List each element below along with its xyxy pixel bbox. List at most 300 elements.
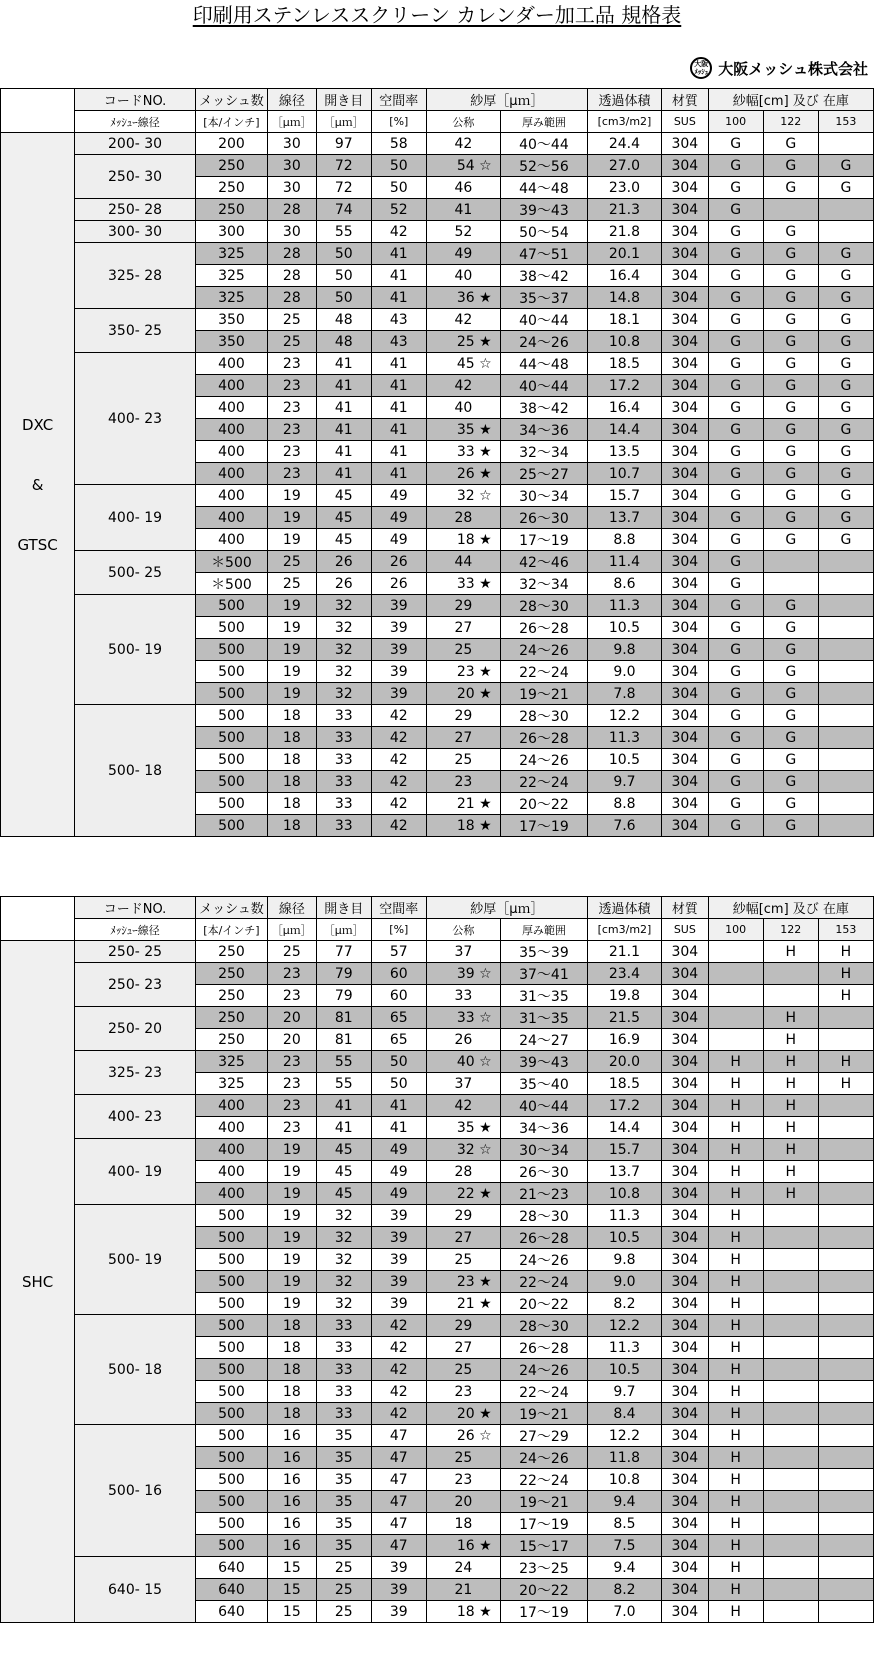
data-cell: G xyxy=(763,287,818,309)
data-cell: G xyxy=(818,529,873,551)
data-cell: 41 xyxy=(371,463,426,485)
data-cell: 42 xyxy=(371,705,426,727)
data-cell: G xyxy=(763,177,818,199)
data-cell: 41 xyxy=(316,397,371,419)
data-cell: 304 xyxy=(662,551,709,573)
data-cell xyxy=(708,1007,763,1029)
data-cell: 304 xyxy=(662,727,709,749)
data-cell: 42 xyxy=(371,749,426,771)
data-cell: 16.9 xyxy=(587,1029,661,1051)
data-cell: 25 ★ xyxy=(426,331,500,353)
data-cell: 39 xyxy=(371,683,426,705)
data-cell: 23 xyxy=(426,1469,500,1491)
data-cell xyxy=(818,815,873,837)
data-cell: 65 xyxy=(371,1007,426,1029)
subheader-8: SUS xyxy=(662,919,709,941)
data-cell: 33 xyxy=(316,1359,371,1381)
data-cell xyxy=(763,1535,818,1557)
data-cell: 28 xyxy=(267,287,316,309)
header-mesh-count: メッシュ数 xyxy=(195,89,267,111)
data-cell: 37～41 xyxy=(501,963,588,985)
data-cell: 28 xyxy=(426,507,500,529)
data-cell: 19 xyxy=(267,485,316,507)
data-cell: 25 xyxy=(426,749,500,771)
data-cell: 60 xyxy=(371,963,426,985)
data-cell xyxy=(818,1117,873,1139)
data-cell: 304 xyxy=(662,573,709,595)
data-cell: 304 xyxy=(662,815,709,837)
data-cell: 23.4 xyxy=(587,963,661,985)
data-cell: 250 xyxy=(195,963,267,985)
data-cell: 39 xyxy=(371,639,426,661)
data-cell: 16 xyxy=(267,1535,316,1557)
table-row xyxy=(1,353,874,375)
data-cell: 45 ☆ xyxy=(426,353,500,375)
data-cell: 45 xyxy=(316,1183,371,1205)
data-cell: 304 xyxy=(662,1139,709,1161)
data-cell: 47 xyxy=(371,1469,426,1491)
data-cell: 49 xyxy=(371,507,426,529)
data-cell: 23 xyxy=(267,441,316,463)
data-cell xyxy=(818,595,873,617)
subheader-9: 100 xyxy=(708,111,763,133)
data-cell: 42 xyxy=(371,771,426,793)
data-cell: G xyxy=(763,683,818,705)
data-cell: 45 xyxy=(316,529,371,551)
data-cell: 18 ★ xyxy=(426,1601,500,1623)
data-cell xyxy=(818,551,873,573)
data-cell: 40～44 xyxy=(501,375,588,397)
subheader-8: SUS xyxy=(662,111,709,133)
data-cell: 45 xyxy=(316,1139,371,1161)
data-cell: 304 xyxy=(662,1579,709,1601)
data-cell: 8.5 xyxy=(587,1513,661,1535)
data-cell: 23 xyxy=(267,463,316,485)
data-cell: G xyxy=(708,463,763,485)
data-cell: 26 xyxy=(316,573,371,595)
data-cell: 400 xyxy=(195,485,267,507)
data-cell: 500 xyxy=(195,1227,267,1249)
data-cell: 42 xyxy=(371,221,426,243)
data-cell: 304 xyxy=(662,199,709,221)
data-cell: 23 xyxy=(267,963,316,985)
data-cell: 25 xyxy=(267,309,316,331)
data-cell: 304 xyxy=(662,243,709,265)
data-cell: 304 xyxy=(662,1535,709,1557)
table-row xyxy=(1,963,874,985)
data-cell: 19 xyxy=(267,1227,316,1249)
code-cell: 500- 19 xyxy=(75,595,196,705)
data-cell: 400 xyxy=(195,1095,267,1117)
data-cell: 23～25 xyxy=(501,1557,588,1579)
data-cell: 42 xyxy=(426,309,500,331)
subheader-9: 100 xyxy=(708,919,763,941)
data-cell: G xyxy=(763,705,818,727)
data-cell: 30 xyxy=(267,177,316,199)
data-cell: 500 xyxy=(195,1293,267,1315)
data-cell: 47 xyxy=(371,1447,426,1469)
data-cell: 400 xyxy=(195,441,267,463)
series-label: SHC xyxy=(1,941,75,1623)
data-cell: 36 ★ xyxy=(426,287,500,309)
data-cell: 79 xyxy=(316,963,371,985)
data-cell: 29 xyxy=(426,705,500,727)
data-cell xyxy=(763,1579,818,1601)
data-cell: 304 xyxy=(662,985,709,1007)
data-cell: 39 ☆ xyxy=(426,963,500,985)
data-cell: 325 xyxy=(195,287,267,309)
data-cell: 32 xyxy=(316,661,371,683)
data-cell: 79 xyxy=(316,985,371,1007)
data-cell: 21.1 xyxy=(587,941,661,963)
data-cell: 304 xyxy=(662,1359,709,1381)
data-cell: 39 xyxy=(371,661,426,683)
data-cell: 304 xyxy=(662,1007,709,1029)
data-cell: 19 xyxy=(267,1205,316,1227)
data-cell xyxy=(763,1425,818,1447)
data-cell: 41 xyxy=(316,419,371,441)
data-cell xyxy=(763,1469,818,1491)
data-cell: 250 xyxy=(195,155,267,177)
data-cell: G xyxy=(763,815,818,837)
data-cell: H xyxy=(708,1051,763,1073)
data-cell: G xyxy=(763,243,818,265)
data-cell: 19 xyxy=(267,1139,316,1161)
data-cell: 27 xyxy=(426,1227,500,1249)
data-cell: 42 xyxy=(371,727,426,749)
data-cell: 25 xyxy=(316,1557,371,1579)
data-cell: 500 xyxy=(195,1403,267,1425)
code-cell: 250- 20 xyxy=(75,1007,196,1051)
data-cell: 500 xyxy=(195,617,267,639)
header-mesh-count: メッシュ数 xyxy=(195,897,267,919)
data-cell: H xyxy=(708,1073,763,1095)
data-cell: 15.7 xyxy=(587,1139,661,1161)
data-cell: 26～28 xyxy=(501,1337,588,1359)
data-cell: 26 xyxy=(371,573,426,595)
data-cell: 7.0 xyxy=(587,1601,661,1623)
data-cell: 32～34 xyxy=(501,441,588,463)
data-cell: 325 xyxy=(195,243,267,265)
data-cell: 304 xyxy=(662,1491,709,1513)
data-cell: 49 xyxy=(426,243,500,265)
data-cell xyxy=(818,1337,873,1359)
table-row xyxy=(1,551,874,573)
data-cell: 8.6 xyxy=(587,573,661,595)
data-cell: 18 ★ xyxy=(426,815,500,837)
header-wire-dia: 線径 xyxy=(267,897,316,919)
code-cell: 500- 18 xyxy=(75,1315,196,1425)
data-cell: 400 xyxy=(195,1139,267,1161)
data-cell: 12.2 xyxy=(587,705,661,727)
data-cell: 500 xyxy=(195,1205,267,1227)
data-cell: 19 xyxy=(267,529,316,551)
data-cell: 77 xyxy=(316,941,371,963)
data-cell: H xyxy=(763,1183,818,1205)
data-cell: 35 xyxy=(316,1513,371,1535)
data-cell: 16 xyxy=(267,1425,316,1447)
table-row xyxy=(1,1425,874,1447)
data-cell: 33 xyxy=(426,985,500,1007)
data-cell: 640 xyxy=(195,1579,267,1601)
header-width-stock: 紗幅[cm] 及び 在庫 xyxy=(708,897,873,919)
data-cell: 16 xyxy=(267,1447,316,1469)
subheader-4: [%] xyxy=(371,111,426,133)
data-cell xyxy=(818,1491,873,1513)
data-cell: H xyxy=(708,1381,763,1403)
table-row xyxy=(1,155,874,177)
data-cell: 18 ★ xyxy=(426,529,500,551)
data-cell: 28～30 xyxy=(501,595,588,617)
header-volume: 透過体積 xyxy=(587,897,661,919)
data-cell: 81 xyxy=(316,1007,371,1029)
data-cell: 400 xyxy=(195,1117,267,1139)
data-cell: 24～27 xyxy=(501,1029,588,1051)
subheader-3: ［μｍ］ xyxy=(316,919,371,941)
data-cell: H xyxy=(708,1117,763,1139)
subheader-7: [cm3/m2] xyxy=(587,919,661,941)
data-cell: 42 xyxy=(371,1359,426,1381)
data-cell: G xyxy=(818,353,873,375)
data-cell: 9.4 xyxy=(587,1557,661,1579)
data-cell: G xyxy=(763,661,818,683)
data-cell: G xyxy=(763,529,818,551)
data-cell: 30 xyxy=(267,155,316,177)
data-cell: 250 xyxy=(195,177,267,199)
data-cell: 39 xyxy=(371,1271,426,1293)
data-cell: 41 xyxy=(316,1117,371,1139)
header-material: 材質 xyxy=(662,897,709,919)
data-cell: 21.5 xyxy=(587,1007,661,1029)
data-cell: 15 xyxy=(267,1579,316,1601)
data-cell: 18.5 xyxy=(587,353,661,375)
header-blank xyxy=(1,89,75,133)
data-cell: 304 xyxy=(662,661,709,683)
data-cell xyxy=(818,1513,873,1535)
data-cell: 304 xyxy=(662,1425,709,1447)
data-cell: 304 xyxy=(662,265,709,287)
data-cell: 58 xyxy=(371,133,426,155)
data-cell: 42 xyxy=(371,815,426,837)
data-cell: 9.0 xyxy=(587,1271,661,1293)
data-cell: G xyxy=(708,133,763,155)
data-cell: 28 xyxy=(267,265,316,287)
data-cell: 9.0 xyxy=(587,661,661,683)
subheader-11: 153 xyxy=(818,111,873,133)
data-cell: G xyxy=(818,419,873,441)
data-cell: 44 xyxy=(426,551,500,573)
data-cell xyxy=(818,1205,873,1227)
data-cell: 33 xyxy=(316,771,371,793)
data-cell xyxy=(818,1425,873,1447)
data-cell: 14.4 xyxy=(587,419,661,441)
data-cell: 28 xyxy=(426,1161,500,1183)
data-cell: 10.8 xyxy=(587,1469,661,1491)
data-cell: 25 xyxy=(426,1249,500,1271)
data-cell: 18.5 xyxy=(587,1073,661,1095)
data-cell: G xyxy=(763,485,818,507)
data-cell: G xyxy=(708,331,763,353)
data-cell: ＊500 xyxy=(195,551,267,573)
data-cell: 11.3 xyxy=(587,595,661,617)
data-cell: 33 xyxy=(316,1403,371,1425)
data-cell: 49 xyxy=(371,1139,426,1161)
data-cell: 304 xyxy=(662,793,709,815)
data-cell: 30 xyxy=(267,133,316,155)
data-cell: 32 xyxy=(316,617,371,639)
data-cell: H xyxy=(763,1161,818,1183)
data-cell: 11.3 xyxy=(587,727,661,749)
data-cell: 10.8 xyxy=(587,331,661,353)
data-cell xyxy=(763,1601,818,1623)
data-cell: 304 xyxy=(662,705,709,727)
data-cell: 400 xyxy=(195,529,267,551)
data-cell: 500 xyxy=(195,1491,267,1513)
data-cell: 65 xyxy=(371,1029,426,1051)
data-cell: H xyxy=(818,1073,873,1095)
data-cell: G xyxy=(708,397,763,419)
data-cell: 304 xyxy=(662,1601,709,1623)
data-cell: 22～24 xyxy=(501,1271,588,1293)
data-cell: 304 xyxy=(662,1271,709,1293)
data-cell: 38～42 xyxy=(501,397,588,419)
data-cell xyxy=(818,1557,873,1579)
data-cell: 18 xyxy=(267,815,316,837)
data-cell: 45 xyxy=(316,1161,371,1183)
data-cell: 39 xyxy=(371,1579,426,1601)
data-cell: 19 xyxy=(267,617,316,639)
data-cell: 304 xyxy=(662,507,709,529)
data-cell: 72 xyxy=(316,155,371,177)
header-material: 材質 xyxy=(662,89,709,111)
data-cell: 50 xyxy=(316,265,371,287)
data-cell: G xyxy=(708,177,763,199)
data-cell: 10.5 xyxy=(587,617,661,639)
data-cell: 350 xyxy=(195,309,267,331)
data-cell: G xyxy=(708,507,763,529)
data-cell: 304 xyxy=(662,639,709,661)
data-cell: 13.7 xyxy=(587,507,661,529)
data-cell xyxy=(818,1007,873,1029)
subheader-0: ﾒｯｼｭｰ線径 xyxy=(75,919,196,941)
data-cell: H xyxy=(708,1161,763,1183)
data-cell: 19 xyxy=(267,507,316,529)
header-row-2 xyxy=(1,111,874,133)
data-cell: 33 xyxy=(316,727,371,749)
data-cell: 19 xyxy=(267,639,316,661)
data-cell: 17～19 xyxy=(501,1601,588,1623)
data-cell: 19 xyxy=(267,1271,316,1293)
data-cell: 304 xyxy=(662,749,709,771)
data-cell: 50 xyxy=(371,177,426,199)
data-cell: 12.2 xyxy=(587,1425,661,1447)
data-cell: 23 xyxy=(267,353,316,375)
data-cell: 14.8 xyxy=(587,287,661,309)
data-cell: 304 xyxy=(662,1513,709,1535)
data-cell: 500 xyxy=(195,1359,267,1381)
data-cell: 19 xyxy=(267,1293,316,1315)
data-cell: 18.1 xyxy=(587,309,661,331)
data-cell: 35 xyxy=(316,1491,371,1513)
data-cell: 44～48 xyxy=(501,353,588,375)
data-cell: G xyxy=(763,419,818,441)
data-cell xyxy=(818,727,873,749)
data-cell: 20～22 xyxy=(501,793,588,815)
data-cell: 43 xyxy=(371,331,426,353)
data-cell: 39 xyxy=(371,1227,426,1249)
data-cell: 47 xyxy=(371,1535,426,1557)
data-cell: 19 xyxy=(267,595,316,617)
data-cell: 41 xyxy=(316,1095,371,1117)
data-cell: 30 xyxy=(267,221,316,243)
table-row xyxy=(1,941,874,963)
data-cell: 19 xyxy=(267,683,316,705)
data-cell: H xyxy=(708,1513,763,1535)
table-row xyxy=(1,199,874,221)
data-cell: 304 xyxy=(662,353,709,375)
data-cell: G xyxy=(818,441,873,463)
header-open-area: 空間率 xyxy=(371,89,426,111)
series-label: DXC & GTSC xyxy=(1,133,75,837)
code-cell: 500- 19 xyxy=(75,1205,196,1315)
data-cell: 26～30 xyxy=(501,1161,588,1183)
data-cell xyxy=(818,705,873,727)
data-cell xyxy=(818,1271,873,1293)
data-cell: 42 xyxy=(426,133,500,155)
data-cell: 42 xyxy=(371,1337,426,1359)
data-cell: 12.2 xyxy=(587,1315,661,1337)
data-cell: 50 xyxy=(371,1073,426,1095)
data-cell: G xyxy=(763,155,818,177)
data-cell: 9.4 xyxy=(587,1491,661,1513)
data-cell: 16 xyxy=(267,1469,316,1491)
data-cell xyxy=(818,573,873,595)
data-cell: 41 xyxy=(316,441,371,463)
subheader-5: 公称 xyxy=(426,919,500,941)
data-cell: 304 xyxy=(662,683,709,705)
data-cell xyxy=(818,639,873,661)
data-cell: 41 xyxy=(371,353,426,375)
data-cell: 97 xyxy=(316,133,371,155)
table-row xyxy=(1,1051,874,1073)
data-cell: 19.8 xyxy=(587,985,661,1007)
data-cell: 304 xyxy=(662,1161,709,1183)
data-cell: 26 ☆ xyxy=(426,1425,500,1447)
data-cell: G xyxy=(708,309,763,331)
table-row xyxy=(1,133,874,155)
data-cell: 45 xyxy=(316,507,371,529)
data-cell: 42～46 xyxy=(501,551,588,573)
data-cell: 52 xyxy=(426,221,500,243)
data-cell: 304 xyxy=(662,485,709,507)
data-cell: 42 xyxy=(426,1095,500,1117)
data-cell: 22～24 xyxy=(501,1469,588,1491)
data-cell: G xyxy=(708,265,763,287)
data-cell: 32～34 xyxy=(501,573,588,595)
data-cell: 304 xyxy=(662,1557,709,1579)
data-cell: 304 xyxy=(662,419,709,441)
page-title: 印刷用ステンレススクリーン カレンダー加工品 規格表 xyxy=(192,3,682,27)
data-cell xyxy=(818,1447,873,1469)
subheader-5: 公称 xyxy=(426,111,500,133)
data-cell: 500 xyxy=(195,815,267,837)
data-cell: 19 xyxy=(267,661,316,683)
data-cell: 500 xyxy=(195,727,267,749)
data-cell: 23 ★ xyxy=(426,661,500,683)
data-cell: 304 xyxy=(662,1205,709,1227)
data-cell: G xyxy=(818,287,873,309)
spec-table-shc xyxy=(0,896,874,1623)
